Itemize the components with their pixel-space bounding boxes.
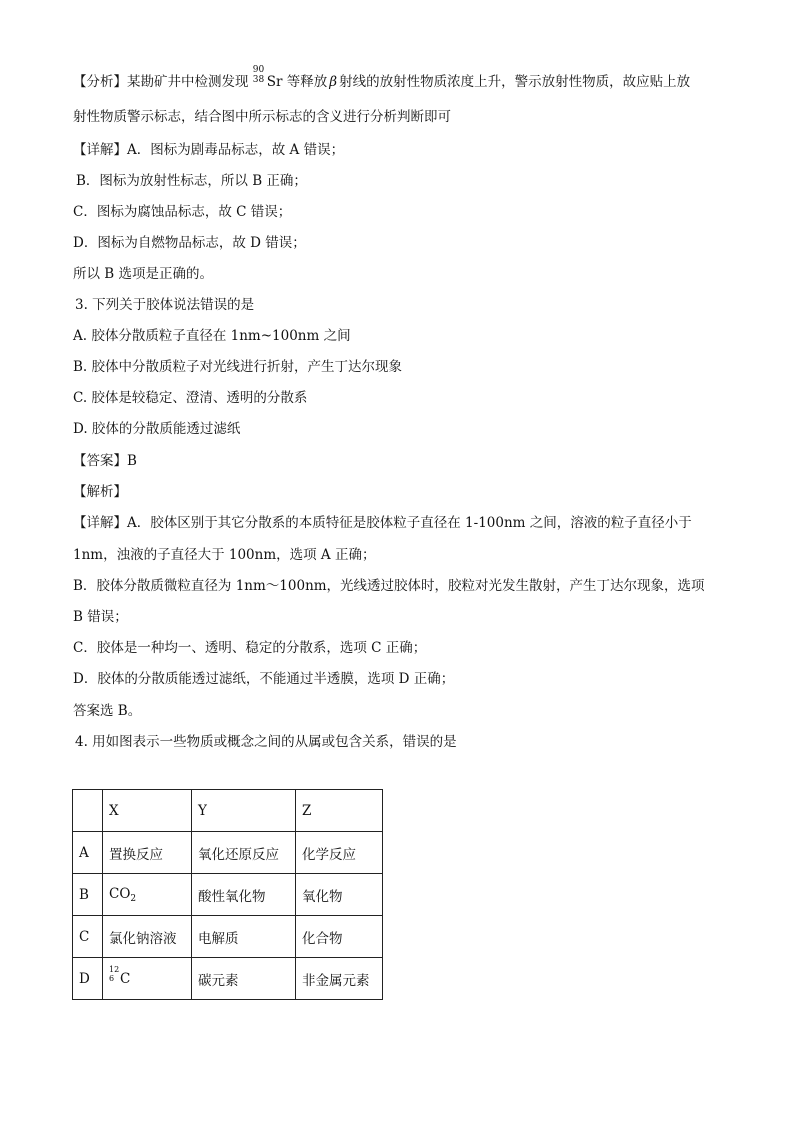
- row-label: A: [73, 832, 103, 874]
- detail-q2-conclusion: 所以 B 选项是正确的。: [73, 266, 214, 282]
- q3-option-a: A. 胶体分散质粒子直径在 1nm~100nm 之间: [73, 328, 351, 344]
- detail-q2-line-d: D．图标为自燃物品标志，故 D 错误；: [73, 235, 306, 251]
- analysis-text-mid: 等释放: [286, 74, 328, 90]
- table-cell: 氯化钠溶液: [103, 916, 192, 958]
- nuclide-c12: 12 6 C: [109, 964, 131, 987]
- analysis-line-2: 射性物质警示标志，结合图中所示标志的含义进行分析判断即可: [73, 109, 451, 125]
- q4-stem: 4. 用如图表示一些物质或概念之间的从属或包含关系，错误的是: [75, 734, 457, 750]
- q3-detail-a-line-1: 【详解】A．胶体区别于其它分散系的本质特征是胶体粒子直径在 1-100nm 之间，溶液的粒子直径小于: [73, 515, 692, 531]
- row-label: C: [73, 916, 103, 958]
- q3-option-d: D. 胶体的分散质能透过滤纸: [73, 421, 241, 437]
- q3-detail-c: C．胶体是一种均一、透明、稳定的分散系，选项 C 正确；: [73, 640, 427, 656]
- table-row: [73, 832, 383, 874]
- table-cell: 置换反应: [103, 832, 192, 874]
- table-header-z: Z: [296, 790, 383, 832]
- table-cell: [73, 790, 103, 832]
- table-cell: 氧化物: [296, 874, 383, 916]
- q3-option-b: B. 胶体中分散质粒子对光线进行折射，产生丁达尔现象: [73, 359, 403, 375]
- table-cell: 酸性氧化物: [192, 874, 296, 916]
- detail-q2-line-a: 【详解】A．图标为剧毒品标志，故 A 错误；: [73, 142, 345, 158]
- q3-detail-b-line-1: B．胶体分散质微粒直径为 1nm～100nm，光线透过胶体时，胶粒对光发生散射，产生丁达尔现象，选项: [73, 578, 705, 594]
- q3-answer: 【答案】B: [73, 453, 137, 469]
- analysis-line-1: [73, 65, 691, 92]
- detail-q2-line-b: B．图标为放射性标志，所以 B 正确；: [76, 173, 307, 189]
- q4-table: [72, 789, 383, 1000]
- q3-stem: 3. 下列关于胶体说法错误的是: [75, 297, 255, 313]
- table-header-row: [73, 790, 383, 832]
- analysis-tag: 【分析】: [73, 74, 127, 90]
- table-header-x: X: [103, 790, 192, 832]
- table-cell: 化学反应: [296, 832, 383, 874]
- table-cell: 非金属元素: [296, 958, 383, 1000]
- analysis-text-after: 射线的放射性物质浓度上升，警示放射性物质，故应贴上放: [339, 74, 691, 90]
- detail-q2-line-c: C．图标为腐蚀品标志，故 C 错误；: [73, 204, 292, 220]
- q3-explain-tag: 【解析】: [73, 484, 127, 500]
- table-cell-co2: $CO_2$: [103, 874, 192, 916]
- q3-option-c: C. 胶体是较稳定、澄清、透明的分散系: [73, 390, 308, 406]
- table-row: [73, 874, 383, 916]
- table-cell: 化合物: [296, 916, 383, 958]
- q3-detail-d: D．胶体的分散质能透过滤纸，不能通过半透膜，选项 D 正确；: [73, 671, 455, 687]
- row-label: D: [73, 958, 103, 1000]
- table-row: [73, 958, 383, 1000]
- analysis-text-before: 某勘矿井中检测发现: [127, 74, 249, 90]
- beta-symbol: β: [329, 74, 338, 90]
- q3-detail-a-line-2: 1nm，浊液的子直径大于 100nm，选项 A 正确；: [73, 547, 376, 563]
- row-label: B: [73, 874, 103, 916]
- table-cell: 碳元素: [192, 958, 296, 1000]
- table-cell: 氧化还原反应: [192, 832, 296, 874]
- table-cell-nuclide-c12: [103, 958, 192, 1000]
- table-row: [73, 916, 383, 958]
- table-header-y: Y: [192, 790, 296, 832]
- table-cell: 电解质: [192, 916, 296, 958]
- q3-detail-b-line-2: B 错误；: [73, 609, 128, 625]
- q3-conclusion: 答案选 B。: [73, 703, 142, 719]
- nuclide-sr90: 90 38 Sr: [252, 65, 283, 90]
